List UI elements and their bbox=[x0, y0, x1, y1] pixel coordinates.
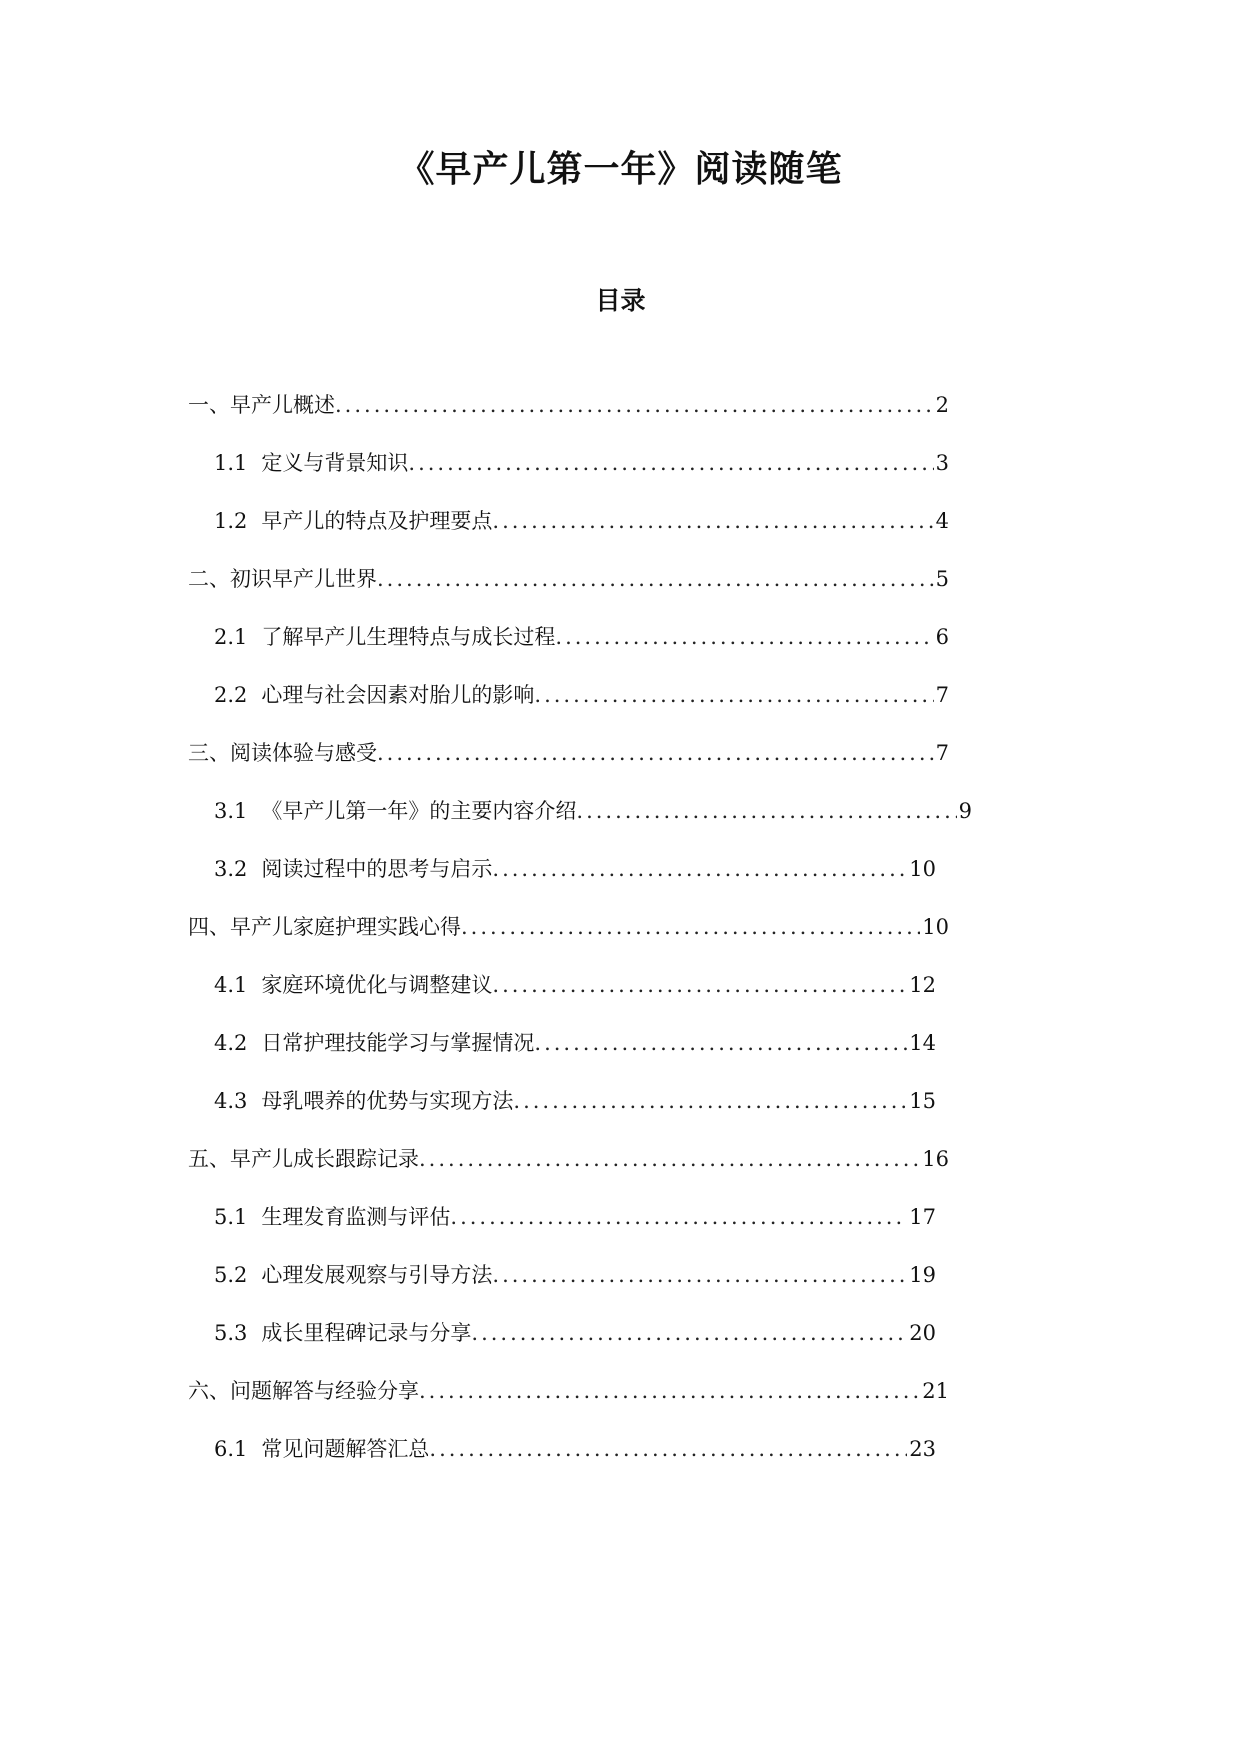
toc-page-number: 17 bbox=[909, 1205, 936, 1229]
toc-page-number: 5 bbox=[935, 567, 949, 591]
toc-page-number: 21 bbox=[922, 1379, 949, 1403]
toc-dot-leader bbox=[534, 675, 933, 715]
toc-section-entry[interactable] bbox=[214, 1429, 936, 1469]
toc-chapter-entry[interactable] bbox=[188, 559, 949, 599]
toc-entry-number: 5.1 bbox=[214, 1205, 248, 1229]
toc-entry-number: 3.1 bbox=[214, 799, 248, 823]
toc-dot-leader bbox=[419, 1371, 920, 1411]
toc-entry-title: 一、早产儿概述 bbox=[188, 393, 335, 417]
toc-section-entry[interactable] bbox=[214, 1197, 936, 1237]
toc-entry-title: 家庭环境优化与调整建议 bbox=[261, 973, 493, 997]
toc-section-entry[interactable] bbox=[214, 675, 949, 715]
toc-section-entry[interactable] bbox=[214, 443, 949, 483]
toc-page-number: 14 bbox=[909, 1031, 936, 1055]
toc-entry-title: 母乳喂养的优势与实现方法 bbox=[261, 1089, 514, 1113]
toc-entry-number: 5.3 bbox=[214, 1321, 248, 1345]
toc-page-number: 16 bbox=[922, 1147, 949, 1171]
toc-entry-title: 定义与背景知识 bbox=[261, 451, 409, 475]
document-title: 《早产儿第一年》阅读随笔 bbox=[398, 149, 843, 190]
toc-dot-leader bbox=[513, 1081, 907, 1121]
toc-entry-title: 早产儿的特点及护理要点 bbox=[261, 509, 493, 533]
toc-section-entry[interactable] bbox=[214, 849, 936, 889]
toc-entry-number: 2.2 bbox=[214, 683, 248, 707]
toc-chapter-entry[interactable] bbox=[188, 907, 949, 947]
toc-page-number: 20 bbox=[909, 1321, 936, 1345]
toc-entry-title: 了解早产儿生理特点与成长过程 bbox=[261, 625, 556, 649]
toc-dot-leader bbox=[576, 791, 956, 831]
toc-entry-title: 生理发育监测与评估 bbox=[261, 1205, 451, 1229]
toc-entry-title: 成长里程碑记录与分享 bbox=[261, 1321, 472, 1345]
toc-dot-leader bbox=[429, 1429, 907, 1469]
toc-entry-title: 二、初识早产儿世界 bbox=[188, 567, 377, 591]
toc-heading: 目录 bbox=[595, 286, 646, 315]
toc-page-number: 7 bbox=[935, 683, 949, 707]
toc-page-number: 15 bbox=[909, 1089, 936, 1113]
toc-page-number: 19 bbox=[909, 1263, 936, 1287]
toc-section-entry[interactable] bbox=[214, 965, 936, 1005]
toc-page-number: 23 bbox=[909, 1437, 936, 1461]
toc-entry-number: 4.2 bbox=[214, 1031, 248, 1055]
toc-entry-title: 六、问题解答与经验分享 bbox=[188, 1379, 419, 1403]
toc-entry-title: 阅读过程中的思考与启示 bbox=[261, 857, 493, 881]
toc-page-number: 3 bbox=[935, 451, 949, 475]
toc-chapter-entry[interactable] bbox=[188, 385, 949, 425]
toc-entry-title: 日常护理技能学习与掌握情况 bbox=[261, 1031, 535, 1055]
toc-entry-title: 心理发展观察与引导方法 bbox=[261, 1263, 493, 1287]
toc-page-number: 7 bbox=[935, 741, 949, 765]
toc-entry-title: 四、早产儿家庭护理实践心得 bbox=[188, 915, 461, 939]
toc-dot-leader bbox=[534, 1023, 907, 1063]
toc-dot-leader bbox=[492, 1255, 907, 1295]
toc-dot-leader bbox=[335, 385, 934, 425]
toc-entry-title: 常见问题解答汇总 bbox=[261, 1437, 430, 1461]
toc-entry-number: 1.1 bbox=[214, 451, 248, 475]
toc-chapter-entry[interactable] bbox=[188, 1371, 949, 1411]
toc-entry-number: 4.1 bbox=[214, 973, 248, 997]
toc-chapter-entry[interactable] bbox=[188, 1139, 949, 1179]
toc-page-number: 12 bbox=[909, 973, 936, 997]
toc-dot-leader bbox=[492, 965, 907, 1005]
toc-entry-number: 6.1 bbox=[214, 1437, 248, 1461]
toc-dot-leader bbox=[408, 443, 933, 483]
toc-section-entry[interactable] bbox=[214, 1255, 936, 1295]
toc-page-number: 6 bbox=[935, 625, 949, 649]
toc-dot-leader bbox=[450, 1197, 907, 1237]
toc-section-entry[interactable] bbox=[214, 1023, 936, 1063]
toc-page-number: 2 bbox=[935, 393, 949, 417]
toc-entry-number: 5.2 bbox=[214, 1263, 248, 1287]
toc-dot-leader bbox=[492, 501, 933, 541]
toc-section-entry[interactable] bbox=[214, 501, 949, 541]
toc-entry-number: 3.2 bbox=[214, 857, 248, 881]
toc-entry-number: 2.1 bbox=[214, 625, 248, 649]
toc-entry-number: 1.2 bbox=[214, 509, 248, 533]
toc-dot-leader bbox=[555, 617, 933, 657]
toc-entry-title: 心理与社会因素对胎儿的影响 bbox=[261, 683, 535, 707]
toc-section-entry[interactable] bbox=[214, 1313, 936, 1353]
toc-dot-leader bbox=[492, 849, 907, 889]
toc-section-entry[interactable] bbox=[214, 1081, 936, 1121]
toc-entry-title: 五、早产儿成长跟踪记录 bbox=[188, 1147, 419, 1171]
toc-dot-leader bbox=[471, 1313, 907, 1353]
toc-dot-leader bbox=[377, 559, 934, 599]
toc-dot-leader bbox=[377, 733, 934, 773]
toc-page-number: 9 bbox=[958, 799, 972, 823]
toc-page-number: 10 bbox=[922, 915, 949, 939]
toc-entry-title: 《早产儿第一年》的主要内容介绍 bbox=[261, 799, 577, 823]
toc-dot-leader bbox=[461, 907, 920, 947]
toc-page-number: 10 bbox=[909, 857, 936, 881]
toc-page-number: 4 bbox=[935, 509, 949, 533]
toc-entry-title: 三、阅读体验与感受 bbox=[188, 741, 377, 765]
toc-chapter-entry[interactable] bbox=[188, 733, 949, 773]
toc-entry-number: 4.3 bbox=[214, 1089, 248, 1113]
toc-dot-leader bbox=[419, 1139, 920, 1179]
toc-section-entry[interactable] bbox=[214, 791, 972, 831]
toc-section-entry[interactable] bbox=[214, 617, 949, 657]
